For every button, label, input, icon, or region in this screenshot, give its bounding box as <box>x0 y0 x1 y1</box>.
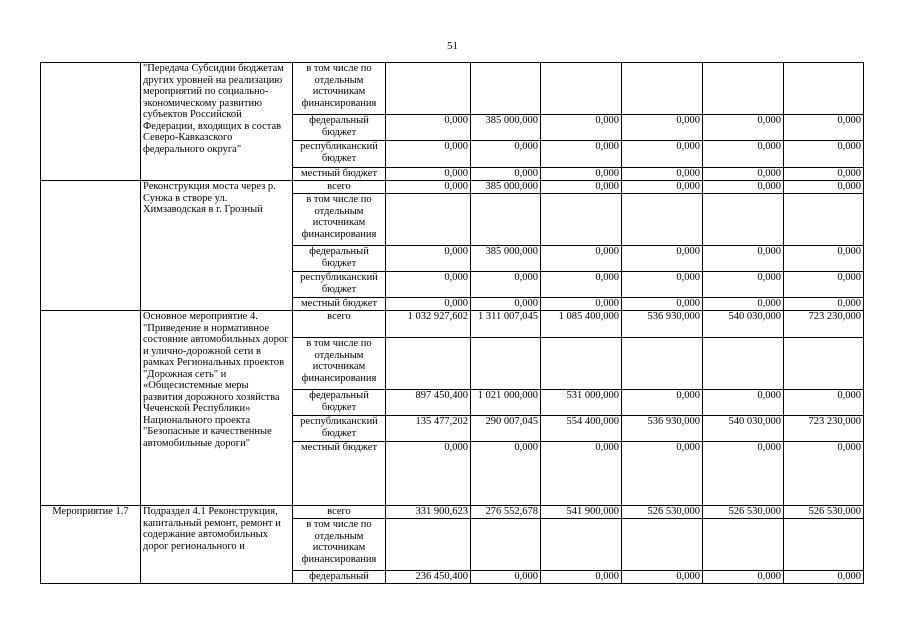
value-cell: 0,000 <box>703 571 784 584</box>
value-cell: 0,000 <box>541 181 622 194</box>
value-cell: 0,000 <box>386 298 471 311</box>
event-code-cell <box>41 311 141 506</box>
source-cell: в том числе по отдельным источникам финансирования <box>293 63 386 115</box>
value-cell <box>386 338 471 390</box>
value-cell: 0,000 <box>541 115 622 141</box>
value-cell: 0,000 <box>541 141 622 168</box>
value-cell: 0,000 <box>622 115 703 141</box>
value-cell: 0,000 <box>386 272 471 298</box>
value-cell: 531 000,000 <box>541 390 622 416</box>
value-cell: 0,000 <box>784 298 864 311</box>
financing-table <box>40 62 864 584</box>
value-cell <box>471 519 541 571</box>
value-cell: 0,000 <box>622 390 703 416</box>
value-cell: 0,000 <box>784 181 864 194</box>
table-row <box>41 311 864 338</box>
value-cell <box>622 194 703 246</box>
value-cell <box>703 194 784 246</box>
value-cell: 897 450,400 <box>386 390 471 416</box>
value-cell: 236 450,400 <box>386 571 471 584</box>
table-row <box>41 63 864 115</box>
source-cell: республиканский бюджет <box>293 416 386 442</box>
value-cell: 0,000 <box>784 442 864 506</box>
value-cell: 0,000 <box>622 246 703 272</box>
value-cell: 526 530,000 <box>703 506 784 519</box>
value-cell: 0,000 <box>541 442 622 506</box>
value-cell: 0,000 <box>703 442 784 506</box>
value-cell: 0,000 <box>784 115 864 141</box>
value-cell <box>471 194 541 246</box>
event-code-cell: Мероприятие 1.7 <box>41 506 141 584</box>
value-cell: 0,000 <box>622 141 703 168</box>
source-cell: всего <box>293 506 386 519</box>
table-row <box>41 181 864 194</box>
value-cell: 0,000 <box>541 168 622 181</box>
value-cell <box>784 63 864 115</box>
value-cell: 0,000 <box>784 168 864 181</box>
value-cell <box>541 519 622 571</box>
value-cell: 290 007,045 <box>471 416 541 442</box>
source-cell: местный бюджет <box>293 298 386 311</box>
value-cell: 0,000 <box>386 246 471 272</box>
value-cell: 526 530,000 <box>622 506 703 519</box>
value-cell <box>622 519 703 571</box>
event-name-cell: Подраздел 4.1 Реконструкция, капитальный ремонт, ремонт и содержание автомобильных дорог регионального и <box>141 506 293 584</box>
value-cell <box>703 63 784 115</box>
event-name-cell: "Передача Субсидии бюджетам других уровней на реализацию мероприятий по социально-экономическому развитию субъектов Российской Федерации, входящих в состав Северо-Кавказского федерального округа" <box>141 63 293 181</box>
value-cell: 0,000 <box>622 298 703 311</box>
value-cell: 0,000 <box>784 246 864 272</box>
value-cell: 1 085 400,000 <box>541 311 622 338</box>
source-cell: местный бюджет <box>293 442 386 506</box>
value-cell <box>784 519 864 571</box>
value-cell: 0,000 <box>386 168 471 181</box>
value-cell: 0,000 <box>471 141 541 168</box>
value-cell <box>703 338 784 390</box>
value-cell: 0,000 <box>703 181 784 194</box>
value-cell: 554 400,000 <box>541 416 622 442</box>
value-cell <box>471 338 541 390</box>
value-cell: 0,000 <box>622 571 703 584</box>
value-cell: 540 030,000 <box>703 311 784 338</box>
value-cell <box>703 519 784 571</box>
value-cell: 526 530,000 <box>784 506 864 519</box>
value-cell: 0,000 <box>703 298 784 311</box>
value-cell: 0,000 <box>784 272 864 298</box>
source-cell: федеральный бюджет <box>293 246 386 272</box>
value-cell: 0,000 <box>386 181 471 194</box>
value-cell: 0,000 <box>703 168 784 181</box>
event-name-cell: Реконструкция моста через р. Сунжа в створе ул. Химзаводская в г. Грозный <box>141 181 293 311</box>
value-cell <box>784 194 864 246</box>
value-cell: 0,000 <box>622 181 703 194</box>
source-cell: в том числе по отдельным источникам финансирования <box>293 338 386 390</box>
value-cell <box>541 338 622 390</box>
value-cell: 0,000 <box>541 272 622 298</box>
value-cell: 0,000 <box>386 442 471 506</box>
value-cell: 385 000,000 <box>471 115 541 141</box>
value-cell: 385 000,000 <box>471 246 541 272</box>
value-cell: 0,000 <box>784 141 864 168</box>
source-cell: местный бюджет <box>293 168 386 181</box>
value-cell: 385 000,000 <box>471 181 541 194</box>
source-cell: всего <box>293 311 386 338</box>
value-cell: 541 900,000 <box>541 506 622 519</box>
value-cell: 0,000 <box>622 168 703 181</box>
value-cell <box>622 63 703 115</box>
value-cell: 536 930,000 <box>622 311 703 338</box>
value-cell: 331 900,623 <box>386 506 471 519</box>
value-cell: 536 930,000 <box>622 416 703 442</box>
value-cell: 0,000 <box>703 246 784 272</box>
source-cell: в том числе по отдельным источникам финансирования <box>293 194 386 246</box>
value-cell: 0,000 <box>471 272 541 298</box>
value-cell: 276 552,678 <box>471 506 541 519</box>
table-row <box>41 506 864 519</box>
value-cell: 0,000 <box>471 571 541 584</box>
source-cell: федеральный <box>293 571 386 584</box>
source-cell: всего <box>293 181 386 194</box>
value-cell: 1 032 927,602 <box>386 311 471 338</box>
source-cell: федеральный бюджет <box>293 115 386 141</box>
event-code-cell <box>41 181 141 311</box>
value-cell: 0,000 <box>703 115 784 141</box>
value-cell <box>622 338 703 390</box>
value-cell <box>541 63 622 115</box>
value-cell: 0,000 <box>541 571 622 584</box>
value-cell: 1 021 000,000 <box>471 390 541 416</box>
value-cell: 0,000 <box>622 442 703 506</box>
value-cell: 135 477,202 <box>386 416 471 442</box>
value-cell <box>386 63 471 115</box>
value-cell: 0,000 <box>471 298 541 311</box>
value-cell: 0,000 <box>541 298 622 311</box>
value-cell: 0,000 <box>784 390 864 416</box>
value-cell <box>471 63 541 115</box>
value-cell: 0,000 <box>471 168 541 181</box>
value-cell <box>541 194 622 246</box>
value-cell: 0,000 <box>703 272 784 298</box>
event-code-cell <box>41 63 141 181</box>
value-cell: 0,000 <box>386 115 471 141</box>
value-cell: 0,000 <box>386 141 471 168</box>
source-cell: федеральный бюджет <box>293 390 386 416</box>
event-name-cell: Основное мероприятие 4. "Приведение в нормативное состояние автомобильных дорог и улично-дорожной сети в рамках Региональных проектов "Дорожная сеть" и «Общесистемные меры развития дорожного хозяйства Чеченской Республики» Национального проекта "Безопасные и качественные автомобильные дороги" <box>141 311 293 506</box>
value-cell: 0,000 <box>784 571 864 584</box>
value-cell: 723 230,000 <box>784 311 864 338</box>
page-number: 51 <box>447 40 458 52</box>
source-cell: республиканский бюджет <box>293 141 386 168</box>
value-cell: 0,000 <box>703 141 784 168</box>
value-cell <box>386 519 471 571</box>
value-cell: 0,000 <box>541 246 622 272</box>
source-cell: в том числе по отдельным источникам финансирования <box>293 519 386 571</box>
value-cell <box>386 194 471 246</box>
value-cell: 540 030,000 <box>703 416 784 442</box>
value-cell: 1 311 007,045 <box>471 311 541 338</box>
source-cell: республиканский бюджет <box>293 272 386 298</box>
value-cell: 0,000 <box>622 272 703 298</box>
value-cell <box>784 338 864 390</box>
value-cell: 723 230,000 <box>784 416 864 442</box>
value-cell: 0,000 <box>703 390 784 416</box>
value-cell: 0,000 <box>471 442 541 506</box>
